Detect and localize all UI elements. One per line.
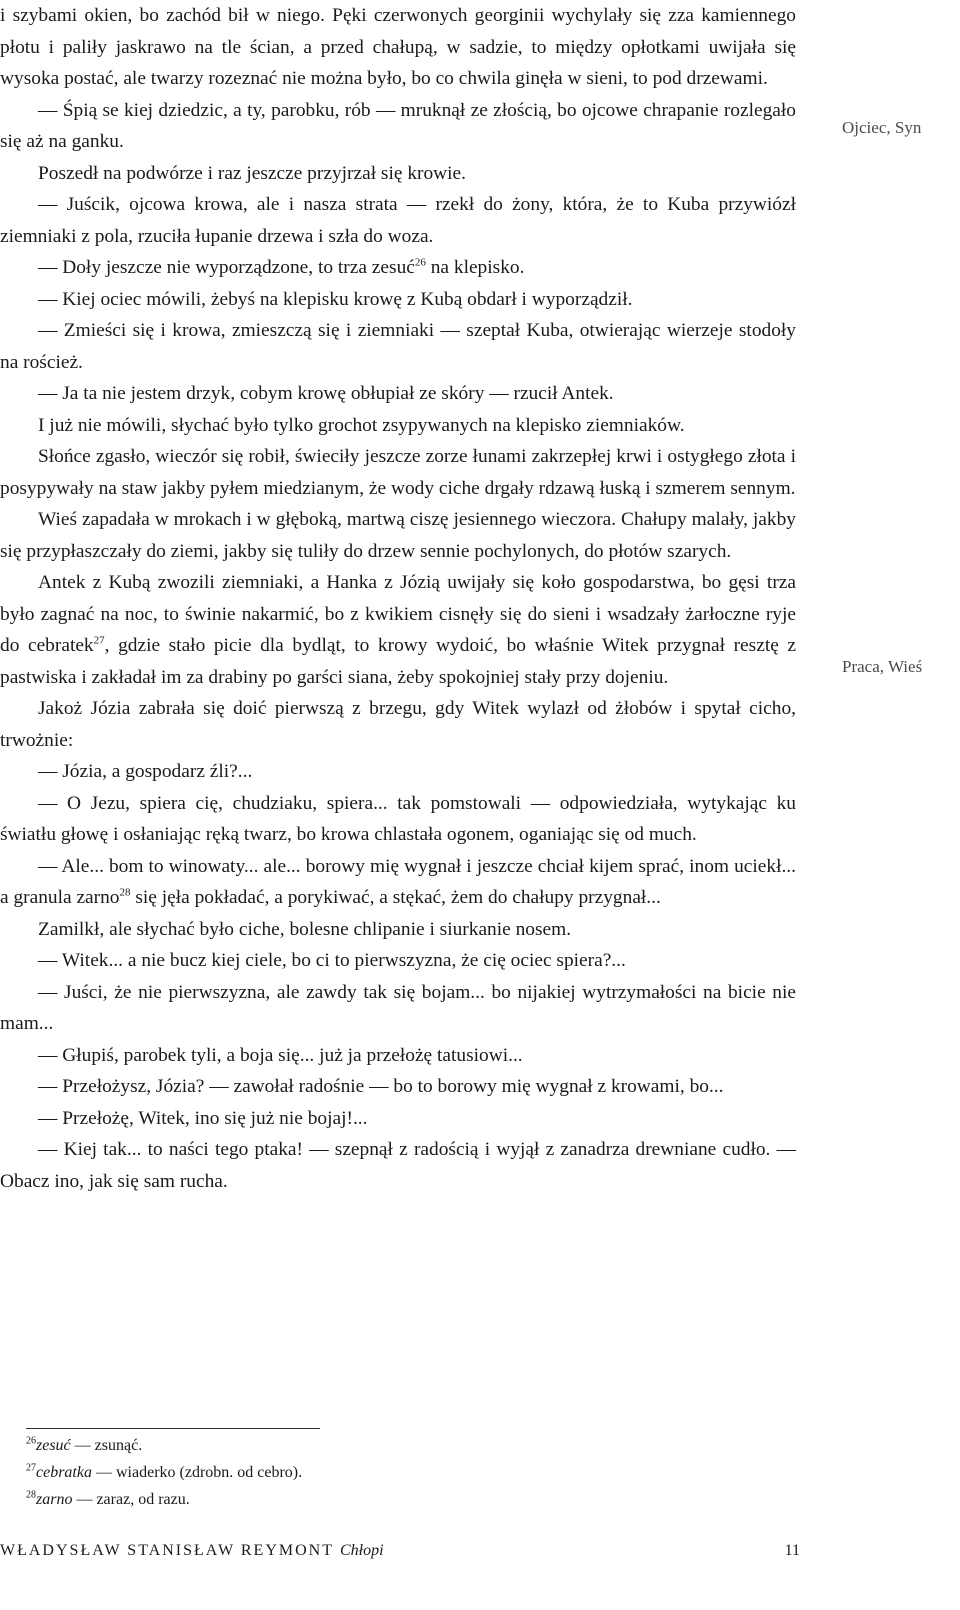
- footnotes: [26, 1432, 302, 1513]
- paragraph-text: — Ale... bom to winowaty... ale... borowy mię wygnał i jeszcze chciał kijem sprać, inom uciekł... a granula zarno: [0, 855, 796, 908]
- paragraph-text: Poszedł na podwórze i raz jeszcze przyjrzał się krowie.: [38, 162, 467, 184]
- paragraph: [0, 95, 796, 158]
- paragraph: [0, 378, 796, 410]
- paragraph-text: — Śpią se kiej dziedzic, a ty, parobku, rób — mruknął ze złością, bo ojcowe chrapanie rozlegało się aż na ganku.: [0, 99, 796, 152]
- footnote-term: cebratka: [36, 1464, 92, 1481]
- paragraph: [0, 0, 796, 95]
- paragraph-text: i szybami okien, bo zachód bił w niego. Pęki czerwonych georginii wychylały się zza kamiennego płotu i paliły jaskrawo na tle ścian, a przed chałupą, w sadzie, to między opłotkami uwijała się wysoka postać, ale twarzy rozeznać nie można było, bo co chwila ginęła w sieni, to pod drzewami.: [0, 5, 796, 89]
- paragraph-text: I już nie mówili, słychać było tylko grochot zsypywanych na klepisko ziemniaków.: [38, 414, 685, 436]
- paragraph-text: — Kiej ociec mówili, żebyś na klepisku krowę z Kubą obdarł i wyporządził.: [38, 288, 633, 310]
- paragraph: [0, 410, 796, 442]
- paragraph-text: — O Jezu, spiera cię, chudziaku, spiera... tak pomstowali — odpowiedziała, wytykając ku światłu głowę i osłaniając ręką twarz, bo krowa chlastała ogonem, oganiając się od much.: [0, 792, 796, 845]
- paragraph-text: — Ja ta nie jestem drzyk, cobym krowę obłupiał ze skóry — rzucił Antek.: [38, 383, 614, 404]
- footnote-ref: 27: [93, 634, 105, 647]
- footnote: [26, 1486, 302, 1513]
- paragraph: [0, 567, 796, 693]
- footnote-divider: [26, 1428, 320, 1429]
- paragraph-text: — Witek... a nie bucz kiej ciele, bo ci to pierwszyzna, że cię ociec spiera?...: [38, 950, 626, 971]
- paragraph: [0, 252, 796, 284]
- footnote-term: zarno: [36, 1491, 73, 1508]
- paragraph: [0, 693, 796, 756]
- paragraph-text: Jakoż Józia zabrała się doić pierwszą z brzegu, gdy Witek wylazł od żłobów i spytał cicho, trwożnie:: [0, 698, 796, 751]
- paragraph-text: — Przełożę, Witek, ino się już nie bojaj!...: [38, 1107, 368, 1129]
- paragraph: [0, 977, 796, 1040]
- footnote-number: 26: [26, 1435, 36, 1447]
- paragraph: [0, 756, 796, 788]
- footnote-number: 27: [26, 1462, 36, 1474]
- footer-title: Chłopi: [340, 1542, 384, 1559]
- footnote-ref: 28: [119, 886, 131, 899]
- paragraph: [0, 189, 796, 252]
- paragraph: [0, 1071, 796, 1103]
- paragraph-text: się jęła pokładać, a porykiwać, a stękać, żem do chałupy przygnał...: [130, 887, 661, 908]
- paragraph-text: — Głupiś, parobek tyli, a boja się... już ja przełożę tatusiowi...: [38, 1044, 523, 1066]
- footnote-ref: 26: [414, 256, 426, 269]
- footnote: [26, 1432, 302, 1459]
- footnote-term: zesuć: [36, 1437, 71, 1454]
- footnote-definition: — wiaderko (zdrobn. od cebro).: [91, 1464, 303, 1481]
- paragraph-text: , gdzie stało picie dla bydląt, to krowy wydoić, bo właśnie Witek przygnał resztę z pastwiska i zakładał im za drabiny po garści siana, żeby spokojniej stały przy dojeniu.: [0, 635, 796, 688]
- footnote-definition: — zaraz, od razu.: [72, 1491, 190, 1508]
- paragraph-text: — Juści, że nie pierwszyzna, ale zawdy tak się bojam... bo nijakiej wytrzymałości na bicie nie mam...: [0, 981, 796, 1034]
- paragraph-text: Zamilkł, ale słychać było ciche, bolesne chlipanie i siurkanie nosem.: [38, 918, 572, 940]
- page-footer: [0, 1542, 800, 1560]
- paragraph: [0, 315, 796, 378]
- paragraph-text: — Kiej tak... to naści tego ptaka! — szepnął z radością i wyjął z zanadrza drewniane cudło. — Obacz ino, jak się sam rucha.: [0, 1139, 796, 1192]
- paragraph-text: Wieś zapadała w mrokach i w głęboką, martwą ciszę jesiennego wieczora. Chałupy malały, jakby się przypłaszczały do ziemi, jakby się tuliły do drzew sennie pochylonych, do płotów szarych.: [0, 509, 796, 562]
- footnote-number: 28: [26, 1489, 36, 1501]
- paragraph: [0, 1134, 796, 1197]
- paragraph: [0, 504, 796, 567]
- footnote-definition: — zsunąć.: [70, 1437, 143, 1454]
- footnote: [26, 1459, 302, 1486]
- paragraph: [0, 441, 796, 504]
- paragraph-text: na klepisko.: [425, 257, 525, 278]
- margin-note: Ojciec, Syn: [842, 118, 922, 137]
- paragraph-text: — Zmieści się i krowa, zmieszczą się i ziemniaki — szeptał Kuba, otwierając wierzeje stodoły na roścież.: [0, 320, 796, 373]
- paragraph: [0, 158, 796, 190]
- paragraph: [0, 945, 796, 977]
- footer-author: WŁADYSŁAW STANISŁAW REYMONT: [0, 1542, 334, 1559]
- paragraph-text: — Doły jeszcze nie wyporządzone, to trza zesuć: [38, 257, 415, 278]
- paragraph: [0, 1103, 796, 1135]
- paragraph-text: Słońce zgasło, wieczór się robił, świeciły jeszcze zorze łunami zakrzepłej krwi i ostygłego złota i posypywały na staw jakby pyłem miedzianym, że wody ciche drgały rdzawą łuską i szmerem sennym.: [0, 446, 796, 499]
- paragraph: [0, 284, 796, 316]
- margin-note: Praca, Wieś: [842, 657, 923, 676]
- paragraph: [0, 914, 796, 946]
- paragraph-text: — Przełożysz, Józia? — zawołał radośnie — bo to borowy mię wygnał z krowami, bo...: [38, 1076, 724, 1097]
- paragraph: [0, 1040, 796, 1072]
- page-number: 11: [784, 1542, 800, 1559]
- paragraph: [0, 788, 796, 851]
- paragraph-text: — Józia, a gospodarz źli?...: [38, 761, 253, 782]
- paragraph-text: Antek z Kubą zwozili ziemniaki, a Hanka z Józią uwijały się koło gospodarstwa, bo gęsi trza było zagnać na noc, to świnie nakarmić, bo z kwikiem cisnęły się do sieni i wsadzały żarłoczne ryje do cebratek: [0, 572, 796, 656]
- paragraph: [0, 851, 796, 914]
- paragraph-text: — Juścik, ojcowa krowa, ale i nasza strata — rzekł do żony, która, że to Kuba przywiózł ziemniaki z pola, rzuciła łupanie drzewa i szła do woza.: [0, 194, 796, 247]
